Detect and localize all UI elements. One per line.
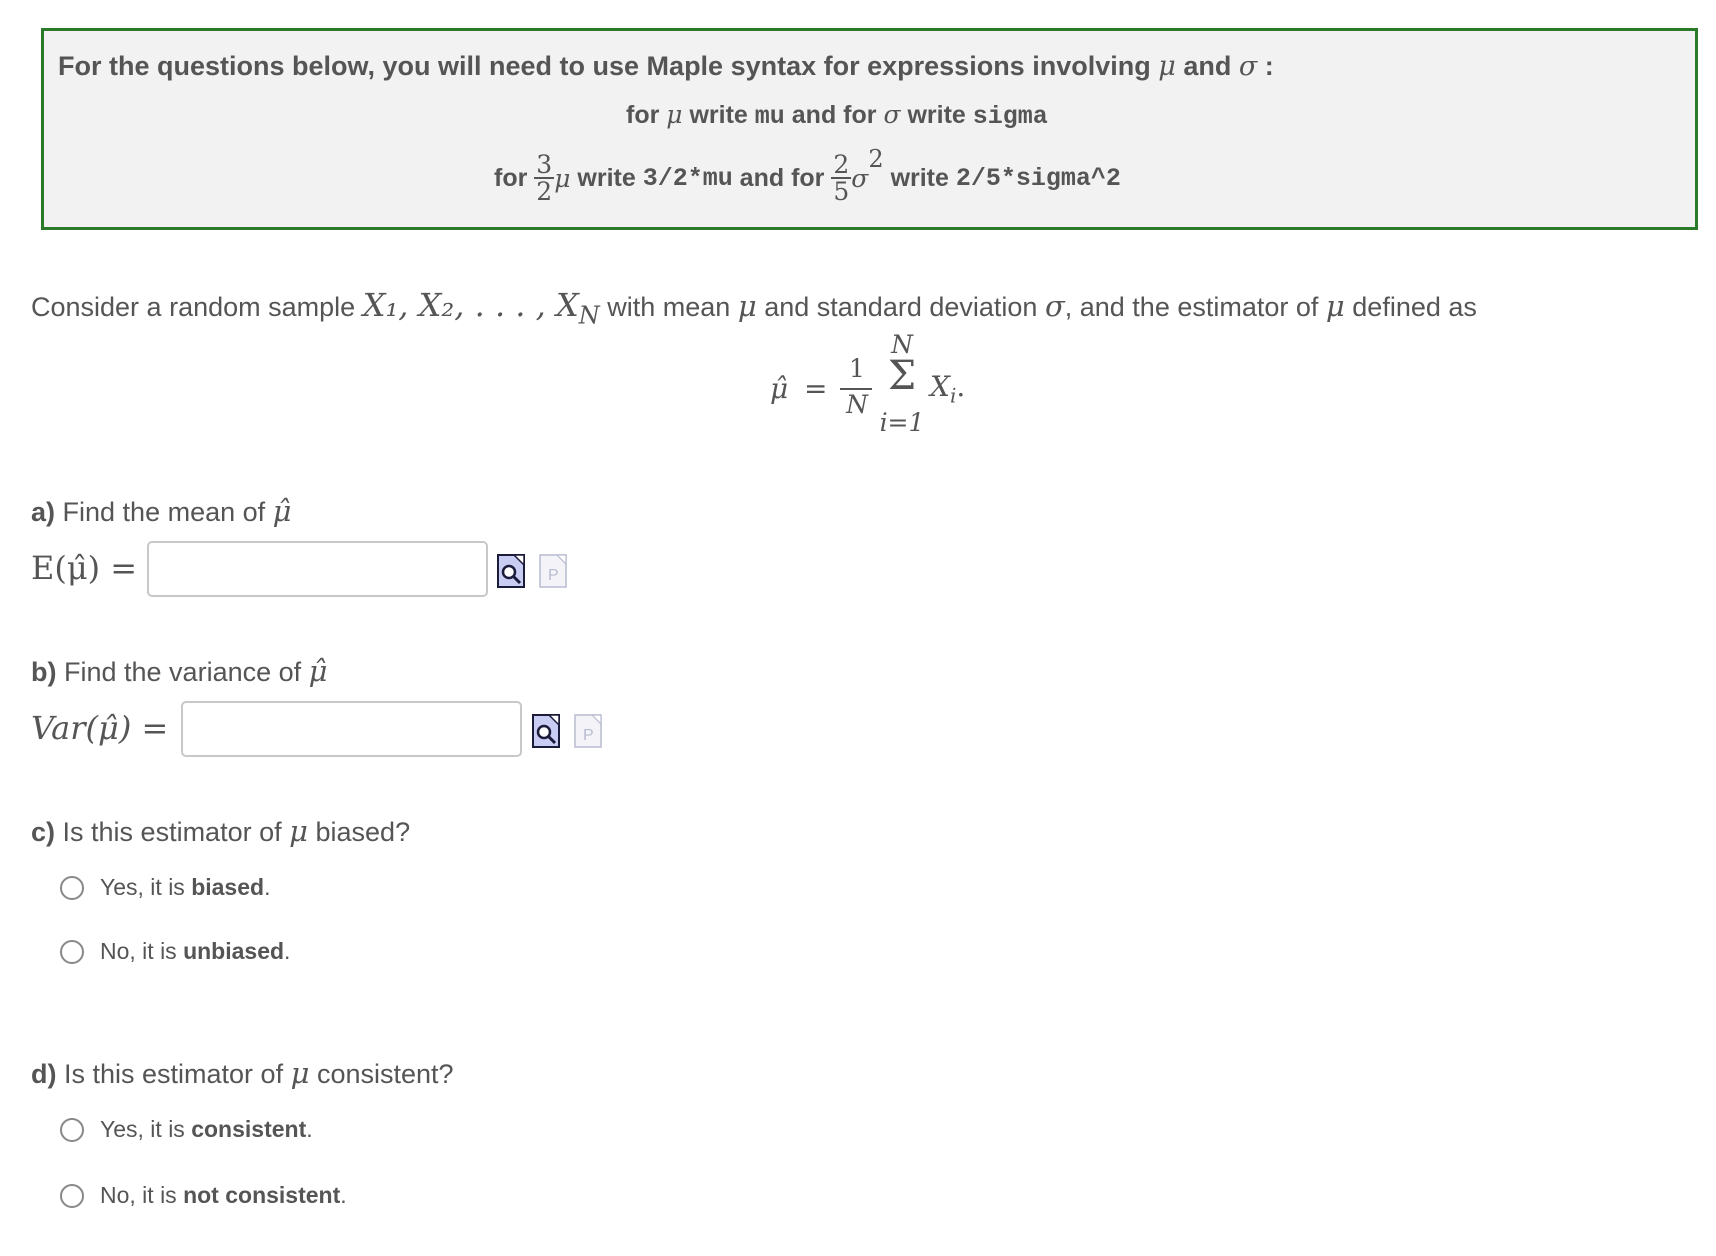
question-label: b) bbox=[31, 657, 57, 687]
preview-icon[interactable] bbox=[497, 554, 525, 588]
option-suffix: . bbox=[340, 1182, 347, 1208]
problem-intro bbox=[31, 286, 1477, 329]
frac-den: 5 bbox=[833, 177, 850, 207]
frac-num: 3 bbox=[536, 150, 553, 180]
fraction-three-halves bbox=[534, 150, 554, 207]
note-write: write bbox=[907, 101, 966, 129]
question-d-heading bbox=[31, 1056, 454, 1090]
mu-hat: μ̂ bbox=[272, 494, 292, 528]
option-suffix: . bbox=[306, 1116, 313, 1142]
x-term: X bbox=[930, 370, 950, 403]
radio-button[interactable] bbox=[60, 940, 84, 964]
note-write: write bbox=[577, 163, 636, 192]
radio-option-consistent[interactable] bbox=[60, 1116, 313, 1143]
sample-vars-text: X₁, X₂, . . . , X bbox=[362, 286, 579, 324]
frac-num: 1 bbox=[849, 354, 865, 383]
x-i-term bbox=[930, 370, 965, 408]
maple-syntax-note bbox=[41, 28, 1698, 230]
option-suffix: . bbox=[264, 874, 271, 900]
variance-answer-input[interactable] bbox=[181, 701, 522, 757]
question-text: Is this estimator of bbox=[62, 817, 282, 847]
mu-symbol: μ bbox=[1325, 289, 1345, 323]
option-text: Yes, it is bbox=[100, 874, 192, 900]
note-and: and bbox=[1183, 51, 1232, 81]
mu-symbol: μ bbox=[554, 163, 571, 193]
note-line-1 bbox=[58, 51, 1274, 82]
note-text: For the questions below, you will need to use Maple syntax for expressions involving bbox=[58, 51, 1151, 81]
preview-icon[interactable] bbox=[532, 714, 560, 748]
option-bold-text: consistent bbox=[191, 1116, 307, 1142]
question-text: Find the variance of bbox=[64, 657, 302, 687]
option-text: No, it is bbox=[100, 1182, 184, 1208]
note-for: for bbox=[494, 163, 528, 192]
svg-text:P: P bbox=[583, 727, 594, 744]
intro-text: with mean bbox=[607, 292, 731, 322]
syntax-help-icon[interactable] bbox=[574, 714, 602, 748]
intro-text: , and the estimator of bbox=[1064, 292, 1319, 322]
question-label: d) bbox=[31, 1059, 57, 1089]
note-line-3 bbox=[494, 145, 1121, 205]
radio-button[interactable] bbox=[60, 876, 84, 900]
sigma-symbol: σ bbox=[851, 163, 869, 193]
radio-option-unbiased[interactable] bbox=[60, 938, 290, 965]
intro-text: defined as bbox=[1352, 292, 1477, 322]
mu-hat: μ̂ bbox=[770, 372, 789, 405]
question-text: biased? bbox=[315, 817, 411, 847]
code-sigma: sigma bbox=[972, 102, 1048, 131]
note-write: write bbox=[890, 163, 949, 192]
formula-period: . bbox=[956, 370, 966, 403]
x-subscript: i bbox=[949, 383, 957, 408]
sample-subscript-n: N bbox=[578, 301, 600, 330]
sample-variables bbox=[362, 286, 600, 330]
question-label: c) bbox=[31, 817, 56, 847]
fraction-two-fifths bbox=[831, 150, 851, 207]
mu-symbol: μ bbox=[1158, 51, 1176, 82]
estimator-formula bbox=[770, 330, 990, 446]
option-bold-text: biased bbox=[191, 874, 265, 900]
intro-text: and standard deviation bbox=[764, 292, 1038, 322]
note-line-2 bbox=[626, 100, 1048, 131]
code-2-5-sigma-sq: 2/5*sigma^2 bbox=[955, 163, 1121, 193]
radio-option-not-consistent[interactable] bbox=[60, 1182, 347, 1209]
sigma-symbol: σ bbox=[1238, 51, 1258, 82]
option-bold-text: unbiased bbox=[183, 938, 285, 964]
svg-text:P: P bbox=[548, 567, 559, 584]
exponent: 2 bbox=[868, 145, 884, 173]
sum-upper-limit: N bbox=[891, 330, 913, 359]
mu-symbol: μ bbox=[666, 100, 683, 129]
radio-option-biased[interactable] bbox=[60, 874, 270, 901]
variance-label: Var(μ̂) = bbox=[31, 709, 169, 747]
note-for: for bbox=[626, 101, 660, 129]
option-bold-text: not consistent bbox=[183, 1182, 341, 1208]
sigma-symbol: σ bbox=[883, 100, 901, 129]
frac-den: 2 bbox=[536, 177, 553, 207]
mu-symbol: μ bbox=[289, 814, 308, 848]
radio-button[interactable] bbox=[60, 1184, 84, 1208]
question-b-heading bbox=[31, 654, 328, 688]
equals-sign: = bbox=[804, 372, 828, 405]
question-c-heading bbox=[31, 814, 410, 848]
question-text: consistent? bbox=[316, 1059, 454, 1089]
frac-den: N bbox=[846, 390, 868, 419]
question-text: Is this estimator of bbox=[64, 1059, 284, 1089]
option-text: No, it is bbox=[100, 938, 184, 964]
sum-lower-limit: i=1 bbox=[879, 408, 925, 437]
mu-hat: μ̂ bbox=[308, 654, 328, 688]
question-text: Find the mean of bbox=[62, 497, 266, 527]
sigma-symbol: σ bbox=[1044, 289, 1065, 323]
frac-num: 2 bbox=[833, 150, 850, 180]
syntax-help-icon[interactable] bbox=[539, 554, 567, 588]
intro-text: Consider a random sample bbox=[31, 292, 356, 322]
note-and-for: and for bbox=[739, 163, 825, 192]
note-write: write bbox=[689, 101, 748, 129]
mu-symbol: μ bbox=[737, 289, 757, 323]
option-text: Yes, it is bbox=[100, 1116, 192, 1142]
sum-symbol: Σ bbox=[887, 353, 917, 399]
question-label: a) bbox=[31, 497, 56, 527]
note-colon: : bbox=[1264, 51, 1274, 81]
mean-answer-input[interactable] bbox=[147, 541, 488, 597]
expectation-label: E(μ̂) = bbox=[31, 549, 138, 587]
code-mu: mu bbox=[754, 102, 785, 131]
radio-button[interactable] bbox=[60, 1118, 84, 1142]
option-suffix: . bbox=[284, 938, 291, 964]
code-3-2-mu: 3/2*mu bbox=[642, 163, 733, 193]
mu-symbol: μ bbox=[290, 1056, 310, 1090]
question-a-heading bbox=[31, 494, 292, 528]
note-and-for: and for bbox=[791, 101, 877, 129]
